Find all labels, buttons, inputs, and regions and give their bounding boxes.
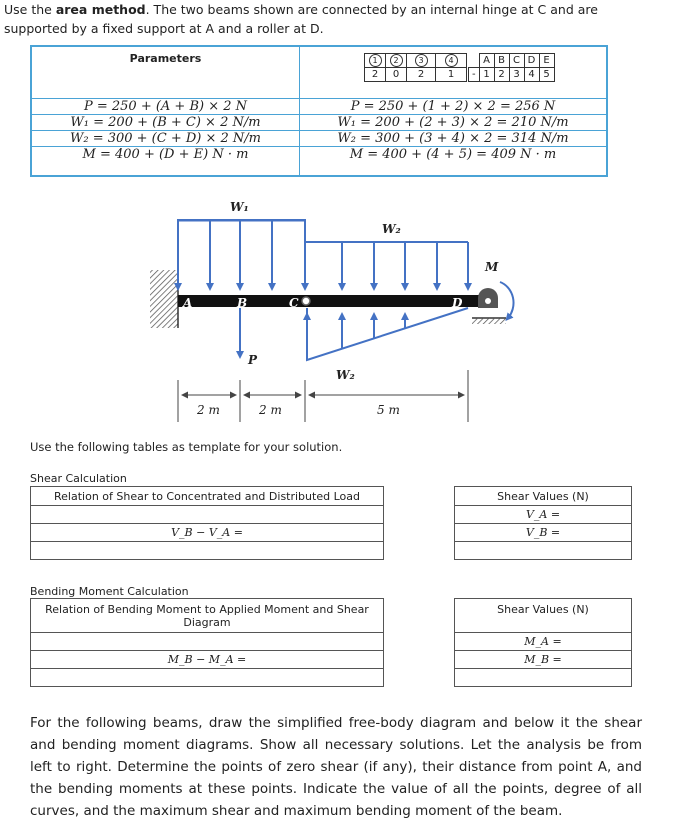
shear-vb: V_B = [455,524,632,542]
w2-triangular-load [307,308,468,360]
moment-col-relation: Relation of Bending Moment to Applied Moment and Shear Diagram [31,599,384,633]
result-column [300,99,606,175]
w1-uniform-load [178,220,305,287]
shear-col-relation: Relation of Shear to Concentrated and Distributed Load [31,487,384,506]
moment-relation: M_B − M_A = [31,651,384,669]
moment-ma: M_A = [455,633,632,651]
fixed-support-wall [150,270,178,328]
label-b: B [237,296,248,310]
formula-p: P = 250 + (A + B) × 2 N [32,99,299,115]
dim-5m: 5 m [377,403,400,417]
label-d: D [452,296,463,310]
formula-m: M = 400 + (D + E) N · m [82,147,249,162]
label-w2-bottom: W₂ [336,368,355,382]
circled-index-table: 1 2 3 4 2 0 2 1 [364,53,467,82]
parameters-key [300,47,606,99]
result-w2: W₂ = 300 + (3 + 4) × 2 = 314 N/m [300,131,606,147]
problem-intro: Use the area method. The two beams shown are connected by an internal hinge at C and are supported by a fixed support at A and a roller at D. [4,2,598,36]
shear-va: V_A = [455,506,632,524]
result-w1: W₁ = 200 + (2 + 3) × 2 = 210 N/m [300,115,606,131]
parameters-header: Parameters [32,47,300,99]
moment-title: Bending Moment Calculation [30,585,189,598]
dim-2m-second: 2 m [259,403,282,417]
label-w2-top: W₂ [382,222,401,236]
result-p: P = 250 + (1 + 2) × 2 = 256 N [300,99,606,115]
label-a: A [183,296,193,310]
label-c: C [289,296,299,310]
moment-mb: M_B = [455,651,632,669]
beam-diagram [0,190,673,430]
w2-uniform-load [305,242,468,287]
shear-col-values: Shear Values (N) [455,487,632,506]
label-w1: W₁ [230,200,249,214]
moment-arrow [500,282,514,318]
bold-term: area method [55,2,146,17]
moment-col-values: Shear Values (N) [455,599,632,633]
dim-2m-first: 2 m [197,403,220,417]
shear-table [30,486,632,560]
label-p: P [248,353,258,367]
shear-title: Shear Calculation [30,472,127,485]
letter-index-table: A B C D E - 1 2 3 4 5 [468,53,555,82]
moment-table [30,598,632,687]
result-m: M = 400 + (4 + 5) = 409 N · m [349,147,557,162]
formula-w2: W₂ = 300 + (C + D) × 2 N/m [32,131,299,147]
dimension-lines [178,370,468,422]
parameters-table [30,45,608,177]
instructions-paragraph: For the following beams, draw the simplified free-body diagram and below it the shear and bending moment diagrams. Show all necessary solutions. Let the analysis be from left to right. Determine the points of zero shear (if any), their distance from point A, and the bending moments at these points. Indicate the value of all the points, degree of all curves, and the maximum shear and maximum bending moment of the beam. [30,715,642,819]
formula-w1: W₁ = 200 + (B + C) × 2 N/m [32,115,299,131]
template-note: Use the following tables as template for your solution. [30,440,343,454]
beam [178,295,480,307]
hinge-c [302,297,310,305]
formula-column [32,99,300,175]
shear-relation: V_B − V_A = [31,524,384,542]
label-m: M [485,260,499,274]
